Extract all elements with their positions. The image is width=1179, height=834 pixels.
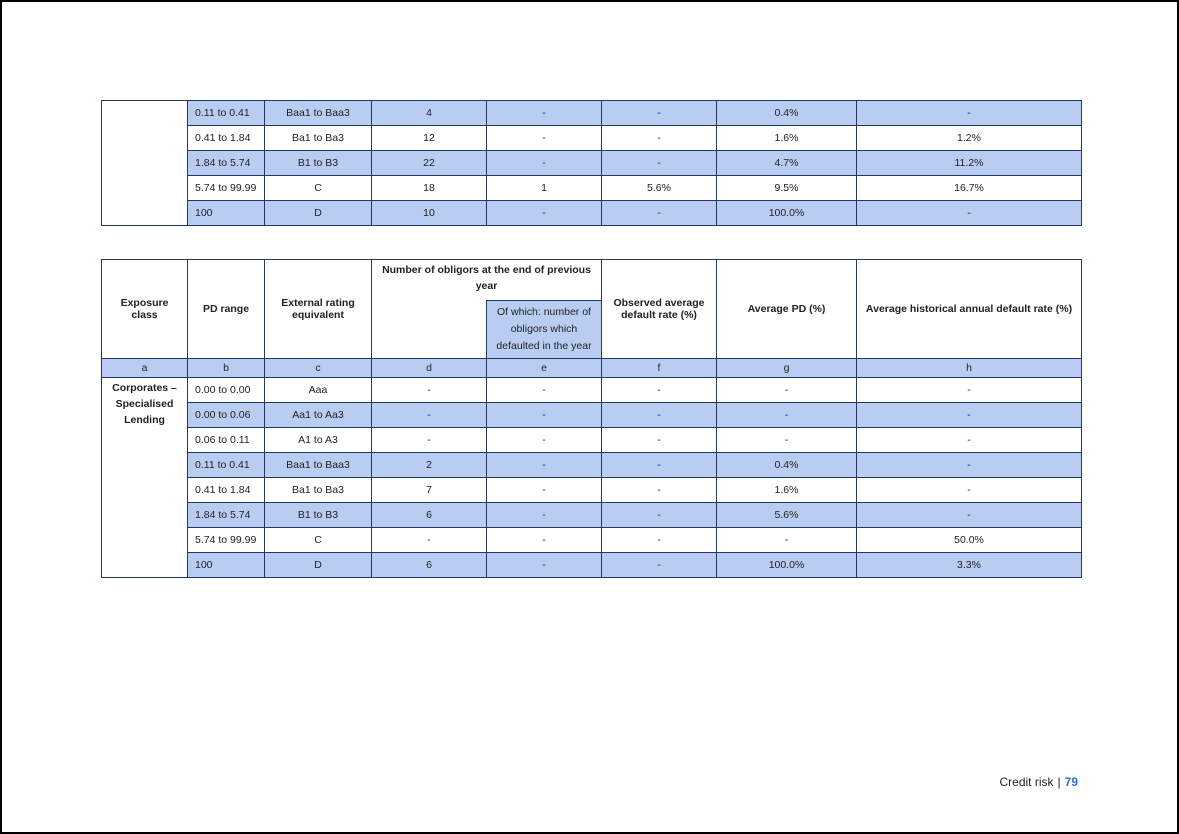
column-letter-d: d — [372, 359, 487, 378]
historical-default-cell: - — [857, 201, 1082, 226]
footer-section-title: Credit risk — [999, 775, 1054, 789]
historical-default-cell: - — [857, 453, 1082, 478]
rating-cell: C — [265, 176, 372, 201]
historical-default-cell: 16.7% — [857, 176, 1082, 201]
historical-default-cell: - — [857, 428, 1082, 453]
footer-separator: | — [1057, 775, 1061, 789]
defaulted-cell: - — [487, 503, 602, 528]
pd-range-cell: 5.74 to 99.99 — [188, 176, 265, 201]
defaulted-cell: - — [487, 201, 602, 226]
historical-default-cell: - — [857, 503, 1082, 528]
defaulted-cell: - — [487, 553, 602, 578]
table-row — [102, 101, 1082, 126]
observed-default-cell: - — [602, 101, 717, 126]
pd-range-cell: 0.41 to 1.84 — [188, 126, 265, 151]
observed-default-cell: - — [602, 126, 717, 151]
table-row — [102, 176, 1082, 201]
defaulted-cell: - — [487, 428, 602, 453]
observed-default-cell: - — [602, 201, 717, 226]
page-number: 79 — [1064, 775, 1078, 789]
pd-backtesting-table — [101, 259, 1082, 578]
exposure-class-cell: Corporates – Specialised Lending — [102, 378, 188, 578]
obligors-cell: 4 — [372, 101, 487, 126]
table-row — [102, 201, 1082, 226]
obligors-cell: 7 — [372, 478, 487, 503]
observed-default-cell: - — [602, 151, 717, 176]
obligors-cell: 2 — [372, 453, 487, 478]
column-letter-b: b — [188, 359, 265, 378]
historical-default-cell: - — [857, 403, 1082, 428]
rating-cell: D — [265, 201, 372, 226]
column-letter-e: e — [487, 359, 602, 378]
average-pd-cell: 5.6% — [717, 503, 857, 528]
table-row — [102, 528, 1082, 553]
pd-range-cell: 5.74 to 99.99 — [188, 528, 265, 553]
historical-default-cell: - — [857, 378, 1082, 403]
defaulted-cell: - — [487, 126, 602, 151]
defaulted-cell: - — [487, 101, 602, 126]
observed-default-cell: - — [602, 378, 717, 403]
table-row — [102, 428, 1082, 453]
pd-range-cell: 1.84 to 5.74 — [188, 503, 265, 528]
pd-range-cell: 100 — [188, 201, 265, 226]
table-row — [102, 151, 1082, 176]
average-pd-cell: - — [717, 428, 857, 453]
table-row — [102, 553, 1082, 578]
defaulted-cell: - — [487, 378, 602, 403]
defaulted-cell: - — [487, 453, 602, 478]
header-historical-default-rate: Average historical annual default rate (%) — [857, 260, 1082, 359]
rating-cell: D — [265, 553, 372, 578]
header-observed-default-rate: Observed average default rate (%) — [602, 260, 717, 359]
obligors-cell: - — [372, 528, 487, 553]
column-letter-f: f — [602, 359, 717, 378]
header-exposure-class: Exposure class — [102, 260, 188, 359]
obligors-cell: 6 — [372, 503, 487, 528]
average-pd-cell: 100.0% — [717, 553, 857, 578]
average-pd-cell: 0.4% — [717, 453, 857, 478]
observed-default-cell: 5.6% — [602, 176, 717, 201]
average-pd-cell: 4.7% — [717, 151, 857, 176]
obligors-cell: 12 — [372, 126, 487, 151]
obligors-cell: 22 — [372, 151, 487, 176]
pd-range-cell: 1.84 to 5.74 — [188, 151, 265, 176]
historical-default-cell: 1.2% — [857, 126, 1082, 151]
pd-range-cell: 0.00 to 0.06 — [188, 403, 265, 428]
rating-cell: A1 to A3 — [265, 428, 372, 453]
column-letter-c: c — [265, 359, 372, 378]
observed-default-cell: - — [602, 528, 717, 553]
rating-cell: Ba1 to Ba3 — [265, 126, 372, 151]
historical-default-cell: - — [857, 101, 1082, 126]
defaulted-cell: 1 — [487, 176, 602, 201]
header-obligors: Number of obligors at the end of previous year — [372, 260, 602, 301]
header-defaulted-obligors: Of which: number of obligors which defaulted in the year — [487, 301, 602, 359]
average-pd-cell: - — [717, 528, 857, 553]
observed-default-cell: - — [602, 428, 717, 453]
rating-cell: Baa1 to Baa3 — [265, 453, 372, 478]
defaulted-cell: - — [487, 528, 602, 553]
rating-cell: B1 to B3 — [265, 503, 372, 528]
rating-cell: Baa1 to Baa3 — [265, 101, 372, 126]
header-external-rating: External rating equivalent — [265, 260, 372, 359]
observed-default-cell: - — [602, 453, 717, 478]
header-obligors-spacer — [372, 301, 487, 359]
observed-default-cell: - — [602, 403, 717, 428]
header-average-pd: Average PD (%) — [717, 260, 857, 359]
average-pd-cell: 1.6% — [717, 478, 857, 503]
rating-cell: Ba1 to Ba3 — [265, 478, 372, 503]
pd-range-cell: 0.06 to 0.11 — [188, 428, 265, 453]
rating-cell: Aa1 to Aa3 — [265, 403, 372, 428]
column-letters-row — [102, 359, 1082, 378]
historical-default-cell: - — [857, 478, 1082, 503]
pd-range-cell: 0.00 to 0.00 — [188, 378, 265, 403]
pd-range-cell: 0.11 to 0.41 — [188, 453, 265, 478]
average-pd-cell: 0.4% — [717, 101, 857, 126]
average-pd-cell: 1.6% — [717, 126, 857, 151]
top-table-continuation — [101, 100, 1082, 226]
obligors-cell: - — [372, 403, 487, 428]
defaulted-cell: - — [487, 151, 602, 176]
historical-default-cell: 11.2% — [857, 151, 1082, 176]
observed-default-cell: - — [602, 478, 717, 503]
table-row — [102, 403, 1082, 428]
pd-range-cell: 100 — [188, 553, 265, 578]
historical-default-cell: 3.3% — [857, 553, 1082, 578]
average-pd-cell: 9.5% — [717, 176, 857, 201]
pd-range-cell: 0.41 to 1.84 — [188, 478, 265, 503]
page-footer — [1000, 775, 1079, 789]
defaulted-cell: - — [487, 403, 602, 428]
header-pd-range: PD range — [188, 260, 265, 359]
column-letter-g: g — [717, 359, 857, 378]
historical-default-cell: 50.0% — [857, 528, 1082, 553]
obligors-cell: 6 — [372, 553, 487, 578]
column-letter-h: h — [857, 359, 1082, 378]
average-pd-cell: - — [717, 403, 857, 428]
rating-cell: B1 to B3 — [265, 151, 372, 176]
obligors-cell: 18 — [372, 176, 487, 201]
column-letter-a: a — [102, 359, 188, 378]
defaulted-cell: - — [487, 478, 602, 503]
average-pd-cell: 100.0% — [717, 201, 857, 226]
observed-default-cell: - — [602, 553, 717, 578]
table-row — [102, 453, 1082, 478]
rating-cell: C — [265, 528, 372, 553]
obligors-cell: - — [372, 378, 487, 403]
table-row — [102, 126, 1082, 151]
table-row — [102, 378, 1082, 403]
table-row — [102, 503, 1082, 528]
rating-cell: Aaa — [265, 378, 372, 403]
exposure-class-cell — [102, 101, 188, 226]
observed-default-cell: - — [602, 503, 717, 528]
obligors-cell: - — [372, 428, 487, 453]
pd-range-cell: 0.11 to 0.41 — [188, 101, 265, 126]
average-pd-cell: - — [717, 378, 857, 403]
table-row — [102, 478, 1082, 503]
obligors-cell: 10 — [372, 201, 487, 226]
